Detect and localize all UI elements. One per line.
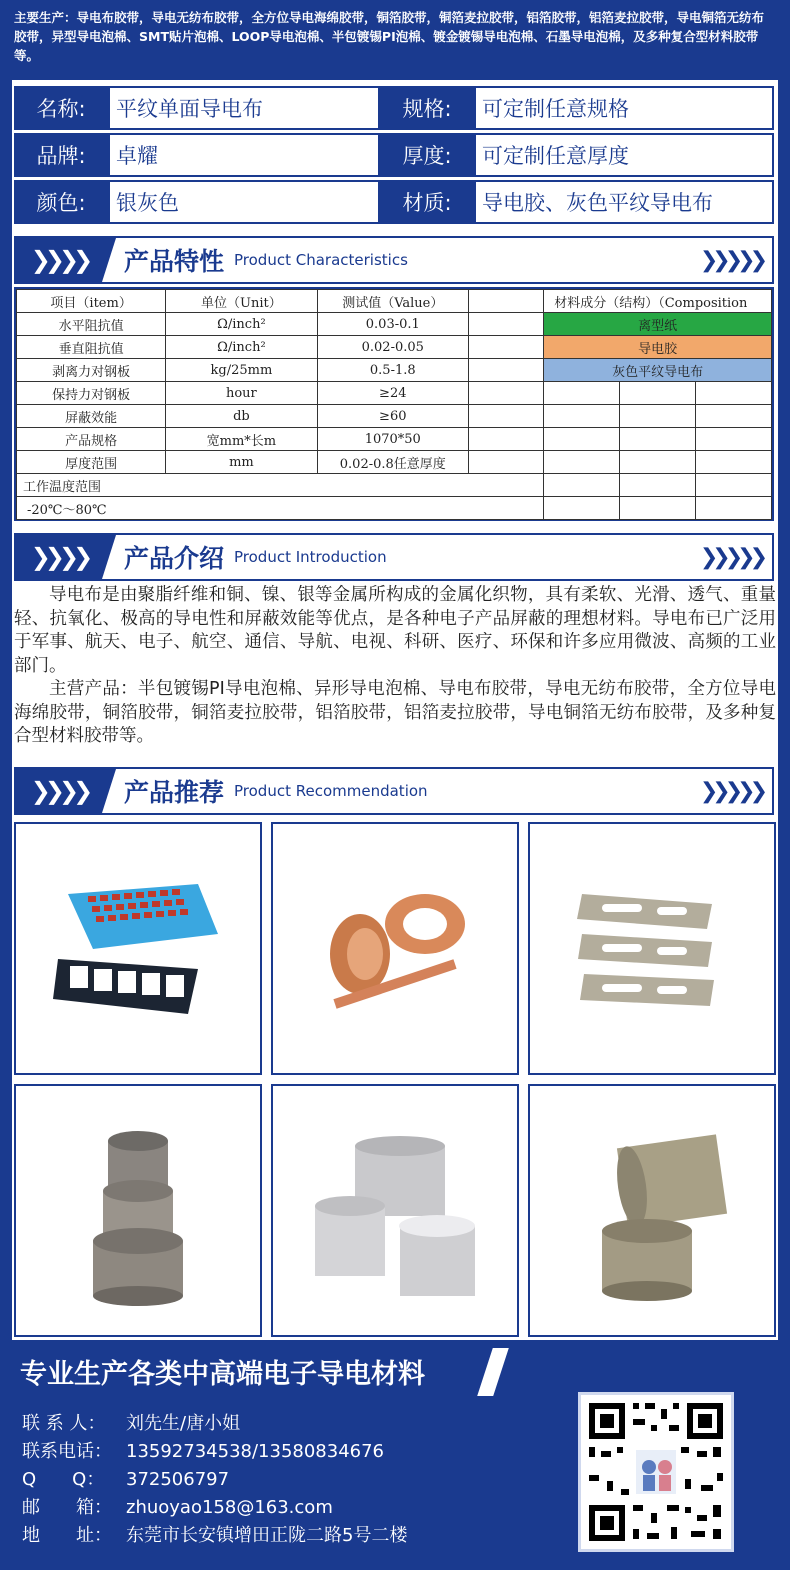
row-unit: db [166,405,317,428]
intro-paragraph: 主营产品：半包镀锡PI导电泡棉、异形导电泡棉、导电布胶带，导电无纺布胶带，全方位导电海绵胶带，铜箔胶带，铜箔麦拉胶带，铝箔胶带，铝箔麦拉胶带，导电铜箔无纺布胶带，及多种复合型材料胶带等。 [14,679,776,746]
contact-label: 联 系 人： [22,1413,106,1434]
product-image-fabric-rolls-1[interactable] [14,1084,262,1337]
section-subtitle: Product Characteristics [234,251,408,269]
phone-label: 联系电话： [22,1441,112,1462]
header-blank [469,290,544,313]
contact-row [22,1438,407,1466]
banner-text: 专业生产各类中高端电子导电材料 [20,1359,425,1390]
temp-label: 工作温度范围 [17,474,544,497]
contact-row [22,1466,407,1494]
address-value: 东莞市长安镇增田正陇二路5号二楼 [126,1525,408,1546]
chevrons-icon: ❯❯❯❯ [16,238,102,282]
product-image-shield-frames[interactable] [528,822,776,1075]
name-label: 名称: [14,86,108,130]
spec-table [14,287,774,521]
row-value: ≥60 [317,405,469,428]
thickness-label: 厚度: [380,133,474,177]
color-value: 银灰色 [108,180,380,224]
qq-value[interactable]: 372506797 [126,1469,230,1490]
row-value: 1070*50 [317,428,469,451]
chevrons-icon: ❯❯❯❯❯ [699,778,762,804]
email-value[interactable]: zhuoyao158@163.com [126,1497,333,1518]
header-item: 项目（item） [17,290,166,313]
row-item: 厚度范围 [17,451,166,474]
contact-row [22,1410,407,1438]
chevrons-icon: ❯❯❯❯❯ [699,544,762,570]
info-table [14,86,774,227]
row-value: ≥24 [317,382,469,405]
section-subtitle: Product Recommendation [234,782,428,800]
row-value: 0.02-0.05 [317,336,469,359]
header-value: 测试值（Value） [317,290,469,313]
phone-value[interactable]: 13592734538/13580834676 [126,1441,385,1462]
row-item: 剥离力对钢板 [17,359,166,382]
contact-block [22,1410,407,1550]
section-header-recommendation [14,767,774,815]
spec-label: 规格: [380,86,474,130]
row-unit: 宽mm*长m [166,428,317,451]
brand-value: 卓耀 [108,133,380,177]
composition-layer: 灰色平纹导电布 [544,359,772,382]
chevrons-icon: ❯❯❯❯ [16,535,102,579]
row-unit: Ω/inch² [166,336,317,359]
spec-value: 可定制任意规格 [474,86,774,130]
brand-label: 品牌: [14,133,108,177]
name-value: 平纹单面导电布 [108,86,380,130]
thickness-value: 可定制任意厚度 [474,133,774,177]
email-label: 邮 箱： [22,1497,112,1518]
section-title: 产品推荐 [124,778,225,807]
contact-value: 刘先生/唐小姐 [126,1413,241,1434]
row-item: 水平阻抗值 [17,313,166,336]
contact-row [22,1522,407,1550]
header-unit: 单位（Unit） [166,290,317,313]
row-item: 垂直阻抗值 [17,336,166,359]
material-label: 材质: [380,180,474,224]
contact-row [22,1494,407,1522]
product-image-fabric-rolls-3[interactable] [528,1084,776,1337]
product-image-fabric-rolls-2[interactable] [271,1084,519,1337]
row-unit: Ω/inch² [166,313,317,336]
row-value: 0.5-1.8 [317,359,469,382]
address-label: 地 址： [22,1525,112,1546]
section-title: 产品介绍 [124,544,225,573]
product-image-pad-array[interactable] [14,822,262,1075]
temp-value: -20℃～80℃ [17,497,544,520]
info-row [14,133,774,177]
qr-code[interactable] [578,1392,734,1552]
row-value: 0.02-0.8任意厚度 [317,451,469,474]
row-unit: kg/25mm [166,359,317,382]
qq-label: Q Q： [22,1469,105,1490]
intro-paragraph: 导电布是由聚脂纤维和铜、镍、银等金属所构成的金属化织物，具有柔软、光滑、透气、重量轻、抗氧化、极高的导电性和屏蔽效能等优点，是各种电子产品屏蔽的理想材料。导电布已广泛用于军事、航天、电子、航空、通信、导航、电视、科研、医疗、环保和许多应用微波、高频的工业部门。 [14,585,776,676]
row-unit: mm [166,451,317,474]
row-unit: hour [166,382,317,405]
info-row [14,180,774,224]
row-value: 0.03-0.1 [317,313,469,336]
product-image-copper-tape[interactable] [271,822,519,1075]
section-header-introduction [14,533,774,581]
section-title: 产品特性 [124,247,225,276]
material-value: 导电胶、灰色平纹导电布 [474,180,774,224]
row-item: 保持力对钢板 [17,382,166,405]
chevrons-icon: ❯❯❯❯❯ [699,247,762,273]
section-header-characteristics [14,236,774,284]
main-products-text: 主要生产：导电布胶带，导电无纺布胶带，全方位导电海绵胶带，铜箔胶带，铜箔麦拉胶带，铝箔胶带，铝箔麦拉胶带，导电铜箔无纺布胶带，异型导电泡棉、SMT贴片泡棉、LOOP导电泡棉、半包镀锡PI泡棉、镀金镀锡导电泡棉、石墨导电泡棉，及多种复合型材料胶带等。 [14,10,765,63]
color-label: 颜色: [14,180,108,224]
composition-layer: 离型纸 [544,313,772,336]
info-row [14,86,774,130]
section-subtitle: Product Introduction [234,548,387,566]
chevrons-icon: ❯❯❯❯ [16,769,102,813]
row-item: 产品规格 [17,428,166,451]
header-composition: 材料成分（结构）（Composition [544,290,772,313]
composition-layer: 导电胶 [544,336,772,359]
intro-text [14,584,776,749]
row-item: 屏蔽效能 [17,405,166,428]
